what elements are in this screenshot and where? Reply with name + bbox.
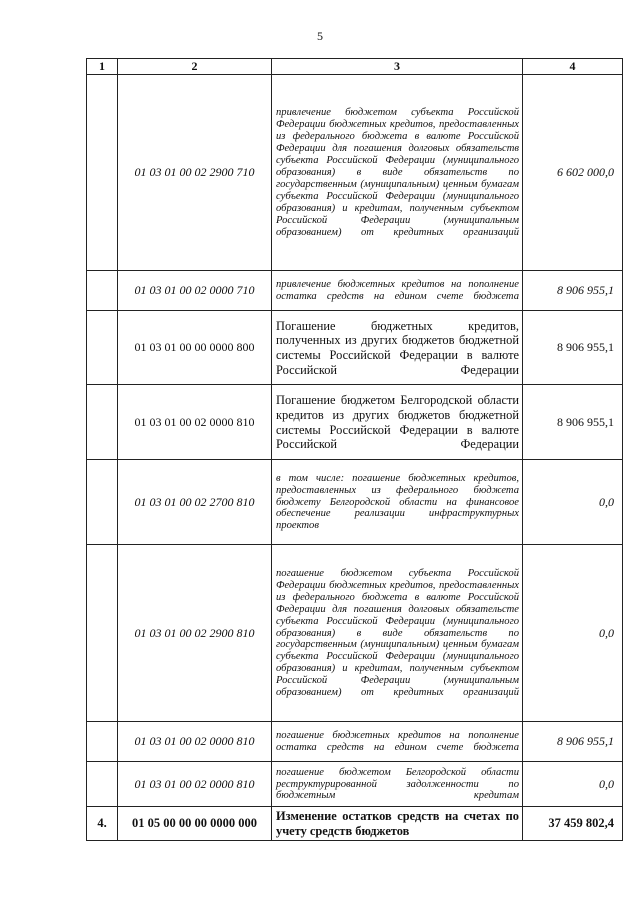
amount-value: 8 906 955,1 <box>523 311 623 385</box>
amount-value: 8 906 955,1 <box>523 385 623 460</box>
table-row <box>87 762 623 807</box>
row-description: погашение бюджетом Белгородской области реструктурированной задолженности по бюджетным кредитам <box>272 762 523 807</box>
table-row <box>87 75 623 271</box>
budget-code: 01 03 01 00 02 2900 810 <box>118 545 272 722</box>
table-row <box>87 271 623 311</box>
budget-code: 01 03 01 00 02 2700 810 <box>118 460 272 545</box>
amount-value: 37 459 802,4 <box>523 807 623 841</box>
row-number: 4. <box>87 807 118 841</box>
budget-code: 01 03 01 00 02 2900 710 <box>118 75 272 271</box>
row-description: в том числе: погашение бюджетных кредитов, предоставленных из федерального бюджета бюджету Белгородской области на финансовое обеспечение реализации инфраструктурных проектов <box>272 460 523 545</box>
table-row <box>87 311 623 385</box>
budget-code: 01 03 01 00 02 0000 810 <box>118 722 272 762</box>
column-header-1: 1 <box>87 59 118 75</box>
column-header-2: 2 <box>118 59 272 75</box>
row-description: привлечение бюджетных кредитов на пополнение остатка средств на едином счете бюджета <box>272 271 523 311</box>
row-description: Изменение остатков средств на счетах по учету средств бюджетов <box>272 807 523 841</box>
table-header-row <box>87 59 623 75</box>
row-description: Погашение бюджетных кредитов, полученных из других бюджетов бюджетной системы Российской Федерации в валюте Российской Федерации <box>272 311 523 385</box>
table-row <box>87 545 623 722</box>
row-description: Погашение бюджетом Белгородской области кредитов из других бюджетов бюджетной системы Российской Федерации в валюте Российской Федерации <box>272 385 523 460</box>
table-row <box>87 385 623 460</box>
table-row <box>87 460 623 545</box>
amount-value: 0,0 <box>523 460 623 545</box>
amount-value: 0,0 <box>523 545 623 722</box>
row-number <box>87 460 118 545</box>
budget-code: 01 05 00 00 00 0000 000 <box>118 807 272 841</box>
table-row <box>87 807 623 841</box>
budget-code: 01 03 01 00 02 0000 810 <box>118 762 272 807</box>
row-number <box>87 271 118 311</box>
budget-code: 01 03 01 00 00 0000 800 <box>118 311 272 385</box>
table-row <box>87 722 623 762</box>
row-number <box>87 385 118 460</box>
budget-sources-table <box>86 58 623 841</box>
column-header-3: 3 <box>272 59 523 75</box>
page-number: 5 <box>317 29 323 43</box>
column-header-4: 4 <box>523 59 623 75</box>
row-number <box>87 722 118 762</box>
amount-value: 0,0 <box>523 762 623 807</box>
row-description: погашение бюджетных кредитов на пополнение остатка средств на едином счете бюджета <box>272 722 523 762</box>
row-number <box>87 75 118 271</box>
amount-value: 8 906 955,1 <box>523 271 623 311</box>
budget-code: 01 03 01 00 02 0000 710 <box>118 271 272 311</box>
row-number <box>87 545 118 722</box>
row-number <box>87 762 118 807</box>
amount-value: 6 602 000,0 <box>523 75 623 271</box>
amount-value: 8 906 955,1 <box>523 722 623 762</box>
row-description: привлечение бюджетом субъекта Российской Федерации бюджетных кредитов, предоставленных из федерального бюджета в валюте Российской Федерации для погашения долговых обязательств субъекта Российской Федерации (муниципального образования) в виде обязательств по государственным (муниципальным) ценным бумагам субъекта Российской Федерации (муниципального образования) и кредитам, полученным субъектом Российской Федерации (муниципальным образованием) от кредитных организаций <box>272 75 523 271</box>
row-description: погашение бюджетом субъекта Российской Федерации бюджетных кредитов, предоставленных из федерального бюджета в валюте Российской Федерации для погашения долговых обязательсте субъекта Российской Федерации (муниципального образования) в виде обязательств по государственным (муниципальным) ценным бумагам субъекта Российской Федерации (муниципального образования) и кредитам, полученным субъектом Российской Федерации (муниципальным образованием) от кредитных организаций <box>272 545 523 722</box>
row-number <box>87 311 118 385</box>
budget-code: 01 03 01 00 02 0000 810 <box>118 385 272 460</box>
